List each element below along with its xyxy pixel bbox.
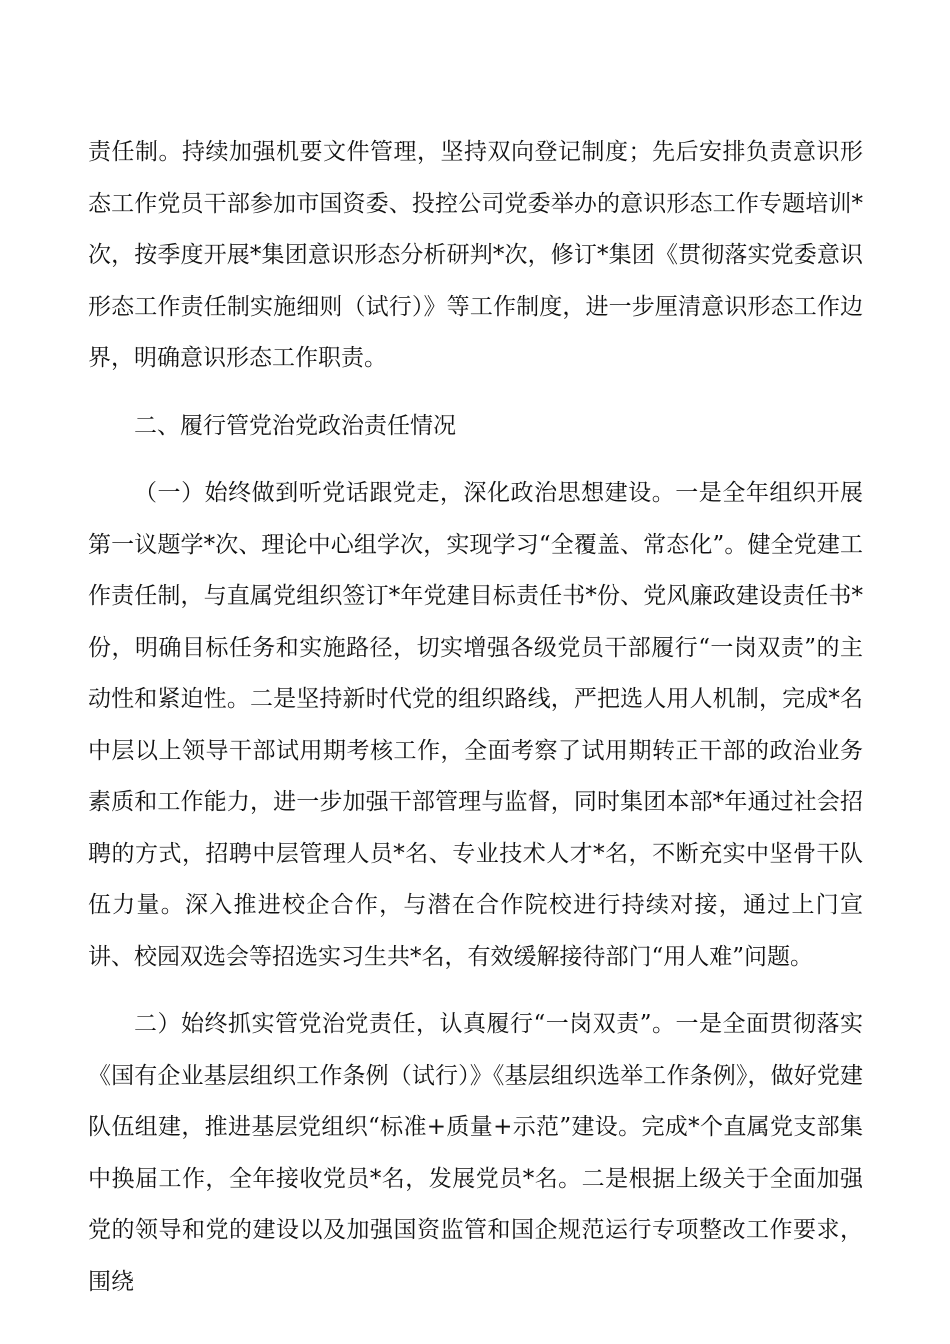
paragraph-party-governance-responsibility: 二）始终抓实管党治党责任，认真履行“一岗双责”。一是全面贯彻落实《国有企业基层组织工作条例（试行）》《基层组织选举工作条例》，做好党建队伍组建，推进基层党组织“标准+质量+示范”建设。完成*个直属党支部集中换届工作，全年接收党员*名，发展党员*名。二是根据上级关于全面加强党的领导和党的建设以及加强国资监管和国企规范运行专项整改工作要求，围绕 <box>88 1011 863 1295</box>
document-body <box>88 127 863 1308</box>
paragraph-political-thought-building: （一）始终做到听党话跟党走，深化政治思想建设。一是全年组织开展第一议题学*次、理论中心组学次，实现学习“全覆盖、常态化”。健全党建工作责任制，与直属党组织签订*年党建目标责任书*份、党风廉政建设责任书*份，明确目标任务和实施路径，切实增强各级党员干部履行“一岗双责”的主动性和紧迫性。二是坚持新时代党的组织路线，严把选人用人机制，完成*名中层以上领导干部试用期考核工作，全面考察了试用期转正干部的政治业务素质和工作能力，进一步加强干部管理与监督，同时集团本部*年通过社会招聘的方式，招聘中层管理人员*名、专业技术人才*名，不断充实中坚骨干队伍力量。深入推进校企合作，与潜在合作院校进行持续对接，通过上门宣讲、校园双选会等招选实习生共*名，有效缓解接待部门“用人难”问题。 <box>88 480 863 970</box>
section-heading-party-governance: 二、履行管党治党政治责任情况 <box>134 412 456 439</box>
paragraph-ideology-responsibility: 责任制。持续加强机要文件管理，坚持双向登记制度；先后安排负责意识形态工作党员干部参加市国资委、投控公司党委举办的意识形态工作专题培训*次，按季度开展*集团意识形态分析研判*次，修订*集团《贯彻落实党委意识形态工作责任制实施细则（试行）》等工作制度，进一步厘清意识形态工作边界，明确意识形态工作职责。 <box>88 139 863 371</box>
